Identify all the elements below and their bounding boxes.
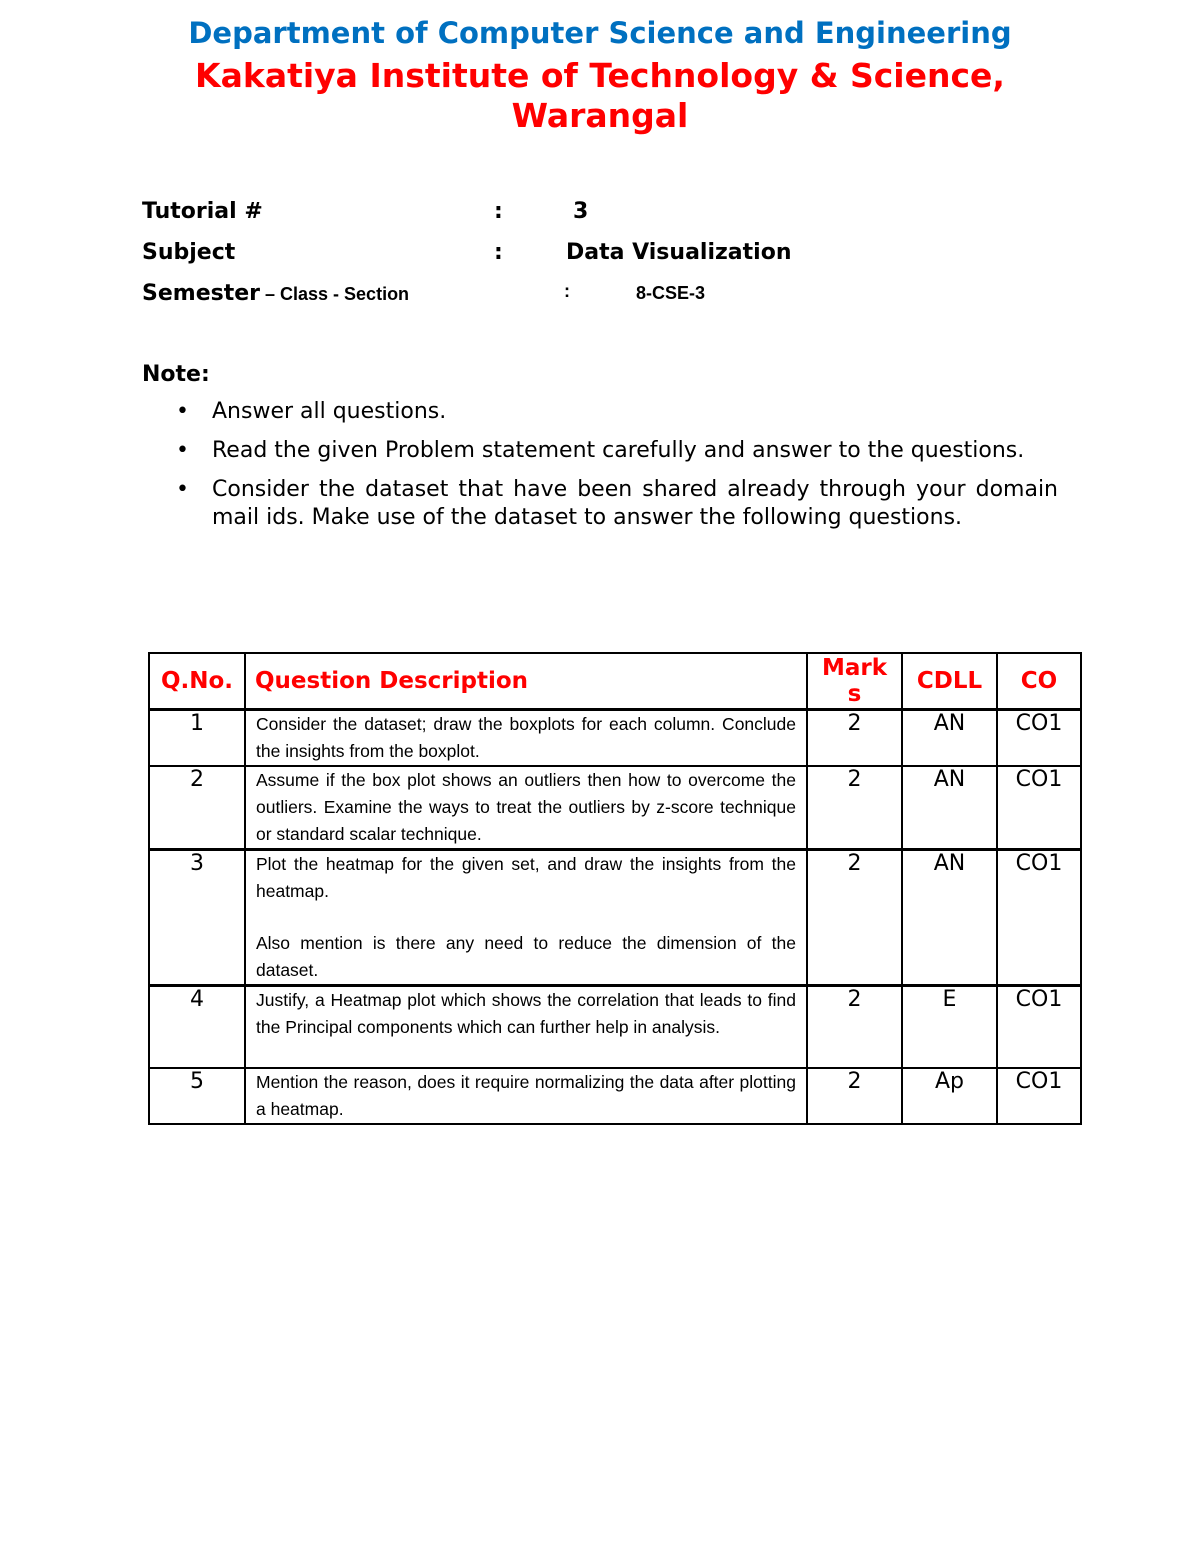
- row-cdll: AN: [902, 710, 997, 767]
- note-bullet: • Read the given Problem statement carefully and answer to the questions.: [172, 437, 1058, 465]
- header-co: CO: [997, 653, 1081, 710]
- note-bullet: • Answer all questions.: [172, 398, 1058, 426]
- institute-line-2: Warangal: [511, 96, 689, 135]
- questions-table: [148, 652, 1082, 1125]
- row-cdll: Ap: [902, 1068, 997, 1124]
- row-co: CO1: [997, 850, 1081, 986]
- description-text: Also mention is there any need to reduce the dimension of the dataset.: [256, 933, 796, 980]
- row-marks: 2: [807, 850, 902, 986]
- row-description: [245, 766, 807, 850]
- subject-value: Data Visualization: [566, 240, 792, 265]
- table-header-row: [149, 653, 1081, 710]
- row-marks: 2: [807, 766, 902, 850]
- semester-label: Semester: [142, 281, 260, 306]
- row-qno: 1: [149, 710, 245, 767]
- header-cdll: CDLL: [902, 653, 997, 710]
- table-row: [149, 766, 1081, 850]
- row-description: [245, 710, 807, 767]
- table-row: [149, 1068, 1081, 1124]
- row-cdll: AN: [902, 850, 997, 986]
- semester-separator: :: [564, 281, 570, 301]
- semester-label-group: [142, 281, 409, 306]
- note-list: [172, 398, 1058, 543]
- row-marks: 2: [807, 1068, 902, 1124]
- tutorial-separator: :: [494, 199, 503, 224]
- tutorial-value: 3: [573, 199, 589, 224]
- row-qno: 5: [149, 1068, 245, 1124]
- row-description: [245, 986, 807, 1069]
- row-co: CO1: [997, 710, 1081, 767]
- description-text: Consider the dataset; draw the boxplots for each column. Conclude the insights from the boxplot.: [256, 714, 796, 761]
- row-cdll: E: [902, 986, 997, 1069]
- description-text: Mention the reason, does it require normalizing the data after plotting a heatmap.: [256, 1072, 796, 1119]
- row-qno: 4: [149, 986, 245, 1069]
- header-qno: Q.No.: [149, 653, 245, 710]
- tutorial-label: Tutorial #: [142, 199, 263, 224]
- department-title: Department of Computer Science and Engineering: [188, 16, 1012, 50]
- note-bullet: • Consider the dataset that have been shared already through your domain mail ids. Make use of the dataset to answer the following questions.: [172, 476, 1058, 532]
- row-co: CO1: [997, 766, 1081, 850]
- row-co: CO1: [997, 1068, 1081, 1124]
- row-cdll: AN: [902, 766, 997, 850]
- institute-title: [0, 56, 1200, 136]
- row-qno: 3: [149, 850, 245, 986]
- description-text: Assume if the box plot shows an outliers then how to overcome the outliers. Examine the ways to treat the outliers by z-score technique or standard scalar technique.: [256, 770, 796, 844]
- table-row: [149, 850, 1081, 986]
- row-marks: 2: [807, 710, 902, 767]
- table-row: [149, 986, 1081, 1069]
- row-co: CO1: [997, 986, 1081, 1069]
- institute-line-1: Kakatiya Institute of Technology & Science,: [195, 56, 1005, 95]
- subject-separator: :: [494, 240, 503, 265]
- description-text: Justify, a Heatmap plot which shows the correlation that leads to find the Principal components which can further help in analysis.: [256, 990, 796, 1037]
- row-qno: 2: [149, 766, 245, 850]
- row-marks: 2: [807, 986, 902, 1069]
- table-row: [149, 710, 1081, 767]
- header-marks: Marks: [807, 653, 902, 710]
- header-description: Question Description: [245, 653, 807, 710]
- subject-label: Subject: [142, 240, 236, 265]
- semester-suffix: – Class - Section: [260, 284, 410, 304]
- semester-value: 8-CSE-3: [636, 283, 706, 303]
- description-text: Plot the heatmap for the given set, and draw the insights from the heatmap.: [256, 854, 796, 901]
- note-title: Note:: [142, 362, 210, 387]
- row-description: [245, 1068, 807, 1124]
- row-description: [245, 850, 807, 986]
